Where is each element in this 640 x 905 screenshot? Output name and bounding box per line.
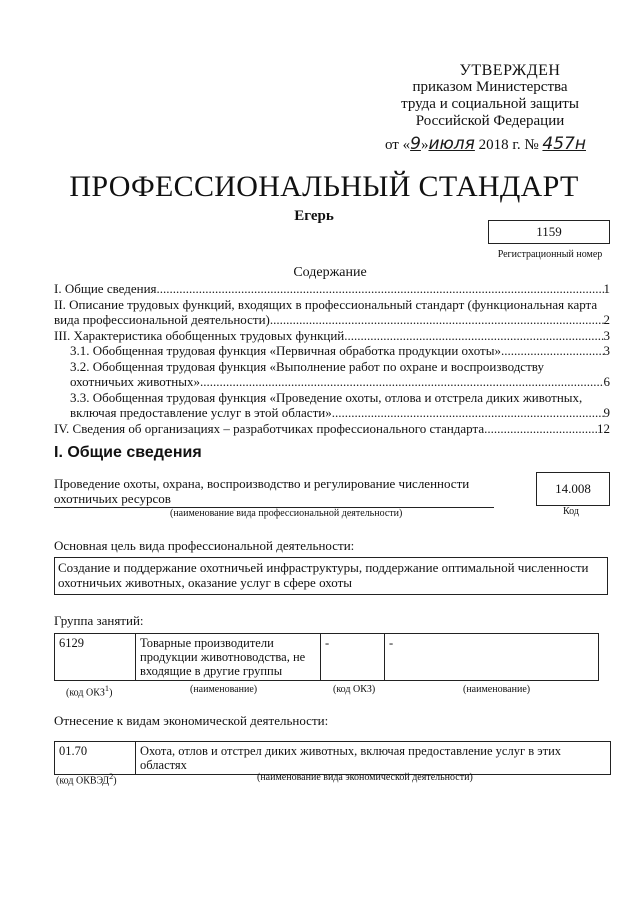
occupations-label: Группа занятий: [54, 613, 144, 628]
registration-number: 1159 [488, 220, 610, 244]
occupation-name-cell-2: - [385, 634, 599, 681]
occupation-name-cell: Товарные производители продукции животноводства, не входящие в другие группы [136, 634, 321, 681]
econ-table [54, 741, 611, 775]
code-caption: Код [563, 506, 579, 517]
approval-date-line [385, 134, 586, 154]
approval-line3: Российской Федерации [415, 113, 565, 129]
activity-caption: (наименование вида профессиональной деятельности) [170, 508, 403, 519]
occupation-code-cell: 6129 [55, 634, 136, 681]
occupation-name-caption: (наименование) [190, 684, 258, 695]
table-of-contents [54, 281, 610, 436]
occupations-table [54, 633, 599, 681]
occupation-name-caption-2: (наименование) [463, 684, 531, 695]
approval-line1: приказом Министерства [412, 79, 568, 95]
toc-item[interactable]: 3.2. Обобщенная трудовая функция «Выполнение работ по охране и воспроизводству охотничьих животных» ..... 6 [54, 359, 610, 390]
date-year: 2018 г. № [478, 137, 539, 153]
date-month: июля [428, 134, 475, 154]
approval-block [390, 62, 590, 130]
toc-item[interactable]: 3.1. Обобщенная трудовая функция «Первичная обработка продукции охоты» ..... 3 [54, 343, 610, 359]
okz-code-caption: (код ОКЗ$^1$) [66, 684, 113, 699]
section-heading: I. Общие сведения [54, 444, 202, 461]
toc-item[interactable]: II. Описание трудовых функций, входящих в профессиональный стандарт (функциональная карта вида профессиональной деятельности) ..... 2 [54, 297, 610, 328]
date-mid: » [420, 137, 429, 153]
document-subtitle: Егерь [294, 208, 334, 224]
goal-text: Создание и поддержание охотничьей инфраструктуры, поддержание оптимальной численности охотничьих животных, оказание услуг в сфере охоты [54, 557, 608, 595]
registration-label: Регистрационный номер [497, 249, 603, 260]
okved-name-caption: (наименование вида экономической деятельности) [257, 772, 473, 783]
toc-item[interactable]: I. Общие сведения ..... 1 [54, 281, 610, 297]
table-row [55, 742, 611, 775]
toc-item[interactable]: III. Характеристика обобщенных трудовых функций ..... 3 [54, 328, 610, 344]
goal-label: Основная цель вида профессиональной деятельности: [54, 538, 355, 553]
activity-code: 14.008 [536, 472, 610, 506]
date-day: 9 [410, 134, 421, 154]
order-number: 457н [542, 134, 586, 154]
activity-name: Проведение охоты, охрана, воспроизводство и регулирование численности охотничьих ресурсов [54, 476, 494, 508]
okz-code-caption-2: (код ОКЗ) [333, 684, 376, 695]
occupation-code-cell-2: - [321, 634, 385, 681]
approval-heading: УТВЕРЖДЕН [459, 62, 561, 79]
okved-code-cell: 01.70 [55, 742, 136, 775]
okved-name-cell: Охота, отлов и отстрел диких животных, включая предоставление услуг в этих областях [136, 742, 611, 775]
document-title: ПРОФЕССИОНАЛЬНЫЙ СТАНДАРТ [69, 170, 579, 203]
toc-item[interactable]: 3.3. Обобщенная трудовая функция «Проведение охоты, отлова и отстрела диких животных, включая предоставление услуг в этой области» ..... 9 [54, 390, 610, 421]
toc-title: Содержание [293, 265, 367, 280]
table-row [55, 634, 599, 681]
toc-item[interactable]: IV. Сведения об организациях – разработчиках профессионального стандарта ..... 12 [54, 421, 610, 437]
date-prefix: от « [385, 137, 411, 153]
econ-label: Отнесение к видам экономической деятельности: [54, 713, 329, 728]
approval-line2: труда и социальной защиты [401, 96, 579, 112]
okved-code-caption: (код ОКВЭД$^2$) [56, 772, 117, 787]
